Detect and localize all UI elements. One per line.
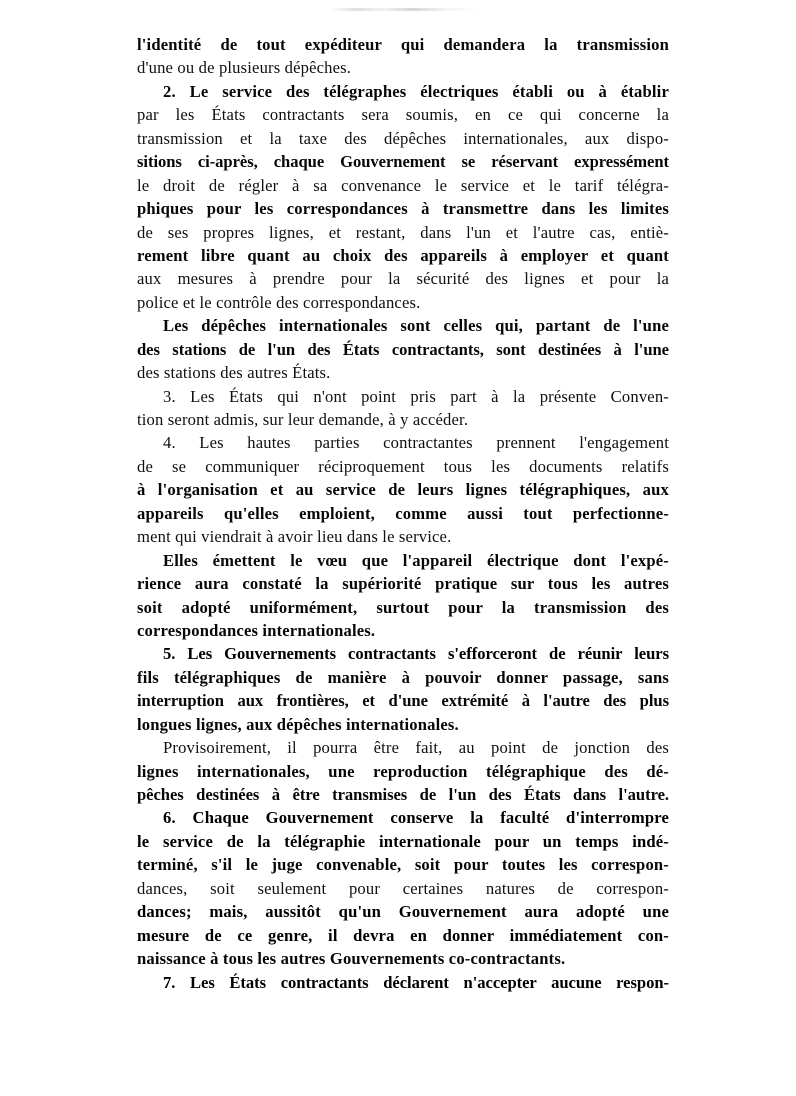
text-line: phiques pour les correspondances à transmettre dans les limites <box>137 199 669 219</box>
text-line: 2. Le service des télégraphes électriques établi ou à établir <box>163 81 669 101</box>
text-line: dances; mais, aussitôt qu'un Gouvernement aura adopté une <box>137 902 669 922</box>
text-line: sitions ci-après, chaque Gouvernement se réservant expressément <box>137 152 669 172</box>
text-line: terminé, s'il le juge convenable, soit pour toutes les correspon- <box>137 855 669 875</box>
text-line: correspondances internationales. <box>137 620 376 640</box>
text-line: par les États contractants sera soumis, en ce qui concerne la <box>137 105 669 125</box>
text-line: dances, soit seulement pour certaines natures de correspon- <box>137 878 669 898</box>
text-line: 4. Les hautes parties contractantes prennent l'engagement <box>163 433 669 453</box>
text-line: des stations de l'un des États contractants, sont destinées à l'une <box>137 339 669 359</box>
scan-artifact-top-edge <box>330 8 480 11</box>
text-line: rience aura constaté la supériorité pratique sur tous les autres <box>137 574 669 594</box>
text-line: Elles émettent le vœu que l'appareil électrique dont l'expé- <box>163 550 669 570</box>
text-line: 3. Les États qui n'ont point pris part à la présente Conven- <box>163 386 669 406</box>
text-line: Provisoirement, il pourra être fait, au point de jonction des <box>163 738 669 758</box>
text-line: fils télégraphiques de manière à pouvoir donner passage, sans <box>137 667 669 687</box>
text-line: aux mesures à prendre pour la sécurité des lignes et pour la <box>137 269 669 289</box>
text-line: de se communiquer réciproquement tous les documents relatifs <box>137 456 669 476</box>
text-line: le droit de régler à sa convenance le service et le tarif télégra- <box>137 175 669 195</box>
text-line: mesure de ce genre, il devra en donner immédiatement con- <box>137 925 669 945</box>
text-line: longues lignes, aux dépêches internationales. <box>137 714 459 734</box>
text-line: ment qui viendrait à avoir lieu dans le service. <box>137 527 452 547</box>
text-line: soit adopté uniformément, surtout pour la transmission des <box>137 597 669 617</box>
text-line: de ses propres lignes, et restant, dans l'un et l'autre cas, entiè- <box>137 222 669 242</box>
text-line: Les dépêches internationales sont celles qui, partant de l'une <box>163 316 669 336</box>
text-line: 6. Chaque Gouvernement conserve la faculté d'interrompre <box>163 808 669 828</box>
text-line: police et le contrôle des correspondances. <box>137 292 421 312</box>
text-line: des stations des autres États. <box>137 363 331 383</box>
text-line: appareils qu'elles emploient, comme aussi tout perfectionne- <box>137 503 669 523</box>
text-line: à l'organisation et au service de leurs lignes télégraphiques, aux <box>137 480 669 500</box>
text-line: interruption aux frontières, et d'une extrémité à l'autre des plus <box>137 691 669 711</box>
text-line: tion seront admis, sur leur demande, à y accéder. <box>137 410 469 429</box>
document-text-column <box>137 33 669 994</box>
text-line: rement libre quant au choix des appareils à employer et quant <box>137 245 669 265</box>
text-line: l'identité de tout expéditeur qui demandera la transmission <box>137 35 669 54</box>
text-line: lignes internationales, une reproduction télégraphique des dé- <box>137 761 669 781</box>
text-line: 7. Les États contractants déclarent n'accepter aucune respon- <box>163 972 669 992</box>
text-line: transmission et la taxe des dépêches internationales, aux dispo- <box>137 128 669 148</box>
text-line: 5. Les Gouvernements contractants s'efforceront de réunir leurs <box>163 644 669 664</box>
text-line: pêches destinées à être transmises de l'un des États dans l'autre. <box>137 785 669 804</box>
text-line: naissance à tous les autres Gouvernements co-contractants. <box>137 949 566 969</box>
text-line: d'une ou de plusieurs dépêches. <box>137 58 352 78</box>
text-line: le service de la télégraphie internationale pour un temps indé- <box>137 831 669 851</box>
